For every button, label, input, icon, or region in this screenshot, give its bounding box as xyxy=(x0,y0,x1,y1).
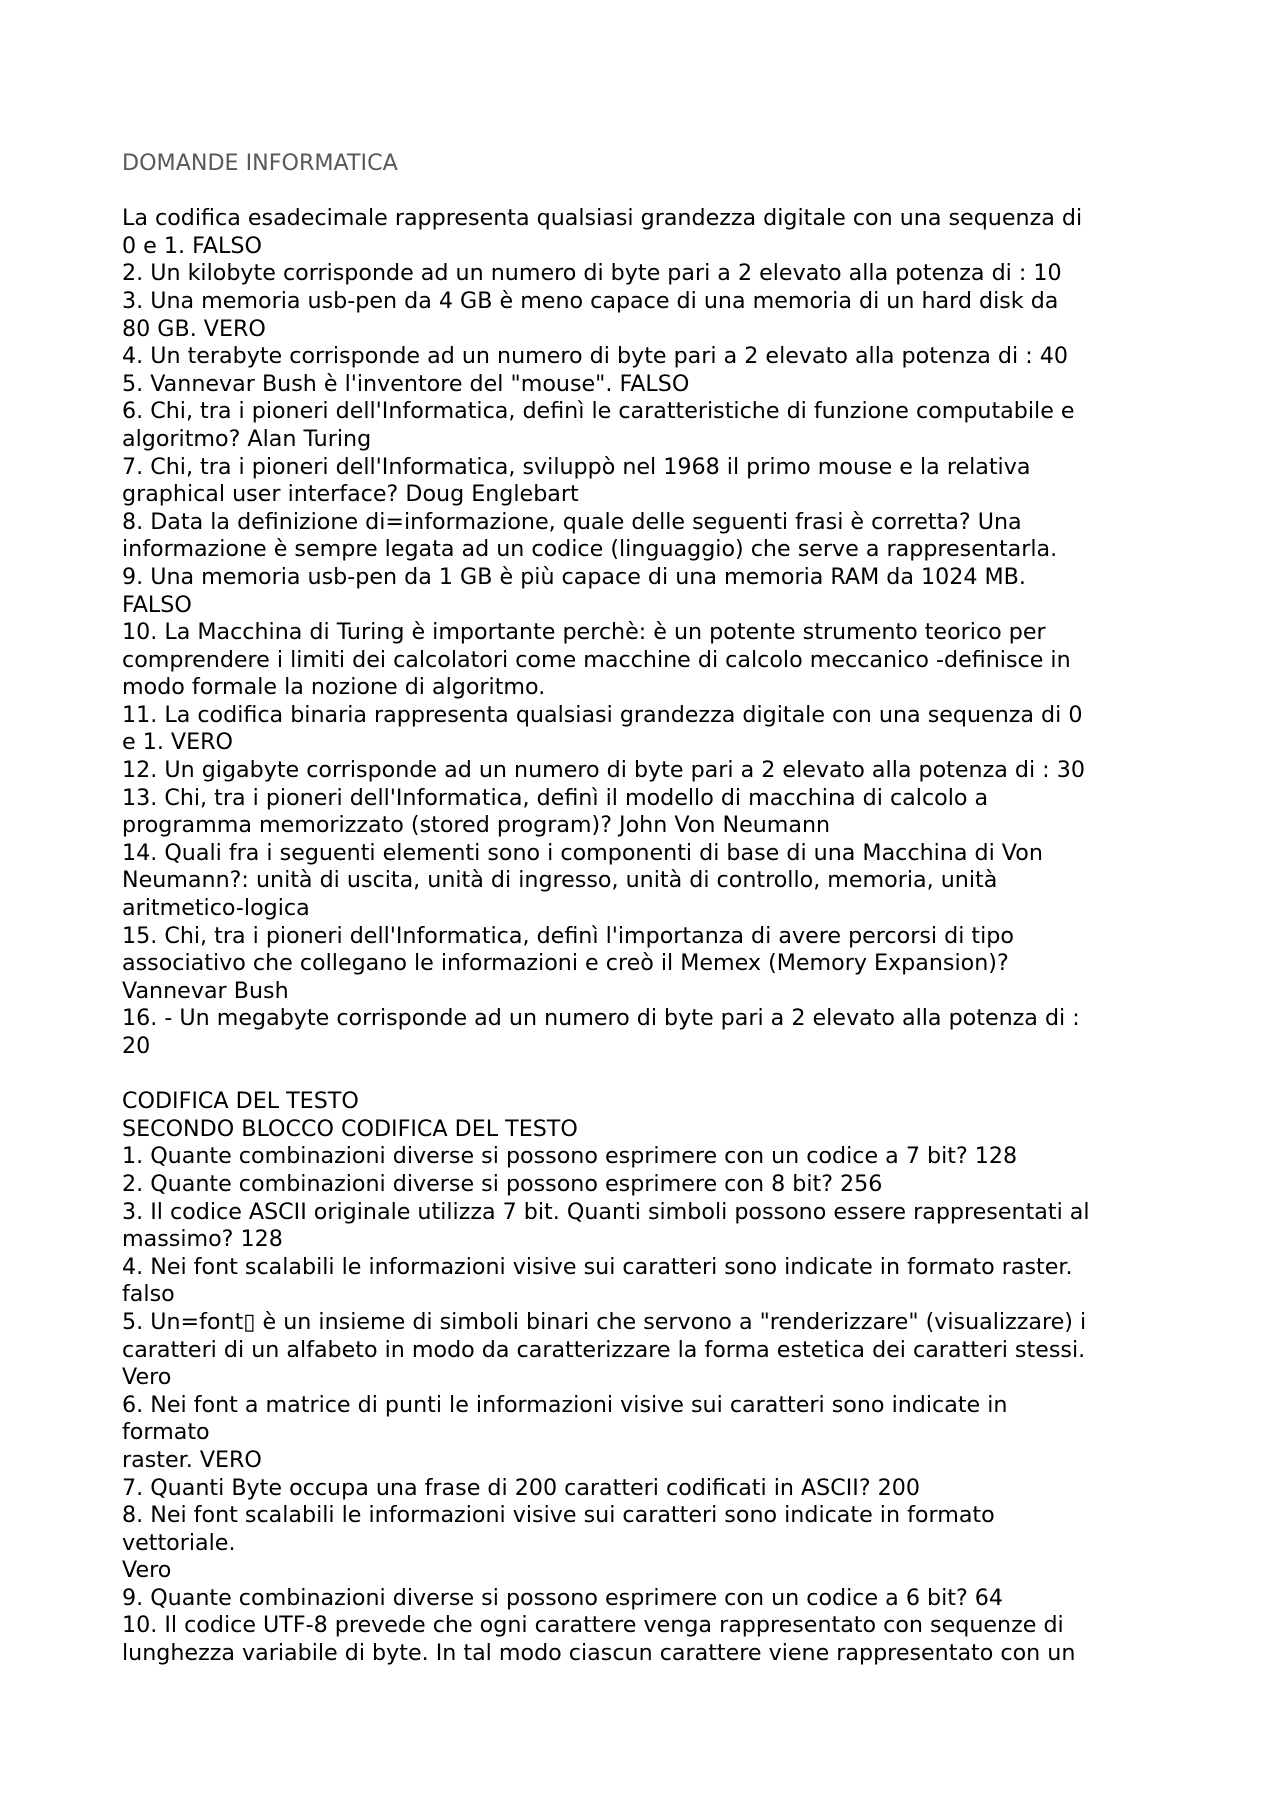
text-line: associativo che collegano le informazioni e creò il Memex (Memory Expansion)? xyxy=(122,950,1009,977)
text-line: 1. Quante combinazioni diverse si possono esprimere con un codice a 7 bit? 128 xyxy=(122,1143,1018,1170)
text-line: 15. Chi, tra i pioneri dell'Informatica, definì l'importanza di avere percorsi di tipo xyxy=(122,922,1014,949)
text-line: 8. Data la definizione di=informazione, quale delle seguenti frasi è corretta? Una xyxy=(122,508,1022,535)
text-line: 12. Un gigabyte corrisponde ad un numero di byte pari a 2 elevato alla potenza di : 30 xyxy=(122,757,1085,784)
text-line: Neumann?: unità di uscita, unità di ingresso, unità di controllo, memoria, unità xyxy=(122,867,998,894)
text-line: 0 e 1. FALSO xyxy=(122,232,262,259)
text-line: 20 xyxy=(122,1033,151,1059)
text-line: 3. Il codice ASCII originale utilizza 7 bit. Quanti simboli possono essere rappresentati al xyxy=(122,1198,1090,1225)
text-line: 6. Nei font a matrice di punti le informazioni visive sui caratteri sono indicate in xyxy=(122,1391,1008,1418)
text-line: comprendere i limiti dei calcolatori come macchine di calcolo meccanico -definisce in xyxy=(122,646,1071,673)
text-line: informazione è sempre legata ad un codice (linguaggio) che serve a rappresentarla. xyxy=(122,536,1058,563)
text-line: La codifica esadecimale rappresenta qualsiasi grandezza digitale con una sequenza di xyxy=(122,205,1083,232)
text-line: programma memorizzato (stored program)? John Von Neumann xyxy=(122,812,831,839)
text-line: 7. Chi, tra i pioneri dell'Informatica, sviluppò nel 1968 il primo mouse e la relativa xyxy=(122,453,1031,480)
text-line: 10. La Macchina di Turing è importante perchè: è un potente strumento teorico per xyxy=(122,619,1046,646)
text-line: Vannevar Bush xyxy=(122,977,289,1004)
section-subtitle: SECONDO BLOCCO CODIFICA DEL TESTO xyxy=(122,1115,578,1142)
text-line: FALSO xyxy=(122,591,192,618)
document-title: DOMANDE INFORMATICA xyxy=(122,150,398,176)
text-line: algoritmo? Alan Turing xyxy=(122,425,372,452)
text-line: falso xyxy=(122,1281,175,1308)
section-general-questions xyxy=(122,205,1172,1060)
text-line: 2. Quante combinazioni diverse si possono esprimere con 8 bit? 256 xyxy=(122,1170,883,1197)
text-line: 11. La codifica binaria rappresenta qualsiasi grandezza digitale con una sequenza di 0 xyxy=(122,701,1083,728)
document-body xyxy=(122,150,1172,1668)
text-line: 6. Chi, tra i pioneri dell'Informatica, definì le caratteristiche di funzione computabile e xyxy=(122,398,1075,425)
text-line: 5. Un=font▯ è un insieme di simboli binari che servono a "renderizzare" (visualizzare) i xyxy=(122,1308,1087,1335)
text-line: 4. Nei font scalabili le informazioni visive sui caratteri sono indicate in formato raster. xyxy=(122,1253,1073,1280)
text-line: Vero xyxy=(122,1557,172,1584)
text-line: 7. Quanti Byte occupa una frase di 200 caratteri codificati in ASCII? 200 xyxy=(122,1474,921,1501)
blank-line xyxy=(122,1061,1172,1089)
text-line: 16. - Un megabyte corrisponde ad un numero di byte pari a 2 elevato alla potenza di : xyxy=(122,1005,1080,1032)
text-line: vettoriale. xyxy=(122,1529,236,1556)
text-line: 9. Quante combinazioni diverse si possono esprimere con un codice a 6 bit? 64 xyxy=(122,1584,1003,1611)
text-line: Vero xyxy=(122,1364,172,1391)
text-line: 3. Una memoria usb-pen da 4 GB è meno capace di una memoria di un hard disk da xyxy=(122,287,1059,314)
text-line: modo formale la nozione di algoritmo. xyxy=(122,674,546,701)
blank-line xyxy=(122,178,1172,206)
text-line: caratteri di un alfabeto in modo da caratterizzare la forma estetica dei caratteri stessi. xyxy=(122,1336,1086,1363)
text-line: lunghezza variabile di byte. In tal modo ciascun carattere viene rappresentato con un xyxy=(122,1640,1076,1667)
text-line: graphical user interface? Doug Englebart xyxy=(122,481,579,508)
text-line: massimo? 128 xyxy=(122,1226,283,1253)
text-line: 8. Nei font scalabili le informazioni visive sui caratteri sono indicate in formato xyxy=(122,1502,995,1529)
text-line: aritmetico-logica xyxy=(122,895,310,922)
text-line: 10. Il codice UTF-8 prevede che ogni carattere venga rappresentato con sequenze di xyxy=(122,1612,1064,1639)
text-line: formato xyxy=(122,1419,210,1446)
text-line: 9. Una memoria usb-pen da 1 GB è più capace di una memoria RAM da 1024 MB. xyxy=(122,563,1026,590)
section-text-encoding-questions xyxy=(122,1143,1172,1667)
text-line: 4. Un terabyte corrisponde ad un numero di byte pari a 2 elevato alla potenza di : 40 xyxy=(122,343,1068,370)
text-line: 2. Un kilobyte corrisponde ad un numero di byte pari a 2 elevato alla potenza di : 10 xyxy=(122,260,1062,287)
text-line: 80 GB. VERO xyxy=(122,315,266,342)
section-title: CODIFICA DEL TESTO xyxy=(122,1088,359,1115)
text-line: 14. Quali fra i seguenti elementi sono i componenti di base di una Macchina di Von xyxy=(122,839,1043,866)
text-line: raster. VERO xyxy=(122,1446,262,1473)
text-line: e 1. VERO xyxy=(122,729,234,756)
text-line: 13. Chi, tra i pioneri dell'Informatica, definì il modello di macchina di calcolo a xyxy=(122,784,989,811)
text-line: 5. Vannevar Bush è l'inventore del "mouse". FALSO xyxy=(122,370,690,397)
